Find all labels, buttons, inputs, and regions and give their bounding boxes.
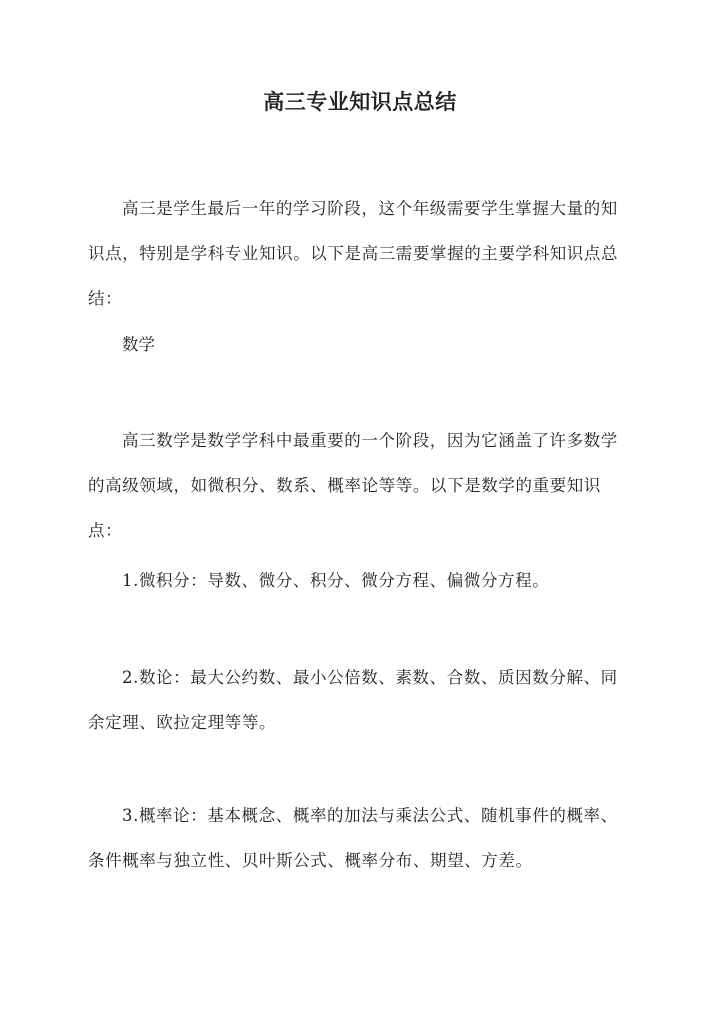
- list-item-probability: 3.概率论：基本概念、概率的加法与乘法公式、随机事件的概率、条件概率与独立性、贝叶斯公式、概率分布、期望、方差。: [88, 806, 618, 870]
- list-item-number-theory: 2.数论：最大公约数、最小公倍数、素数、合数、质因数分解、同余定理、欧拉定理等等。: [88, 668, 618, 732]
- list-item-calculus: 1.微积分：导数、微分、积分、微分方程、偏微分方程。: [122, 571, 550, 590]
- intro-paragraph: 高三是学生最后一年的学习阶段，这个年级需要学生掌握大量的知识点，特别是学科专业知识。以下是高三需要掌握的主要学科知识点总结：: [88, 199, 619, 308]
- document-title: 高三专业知识点总结: [263, 89, 457, 114]
- section-heading-math: 数学: [122, 335, 155, 354]
- math-intro-paragraph: 高三数学是数学学科中最重要的一个阶段，因为它涵盖了许多数学的高级领域，如微积分、数系、概率论等等。以下是数学的重要知识点：: [88, 431, 618, 540]
